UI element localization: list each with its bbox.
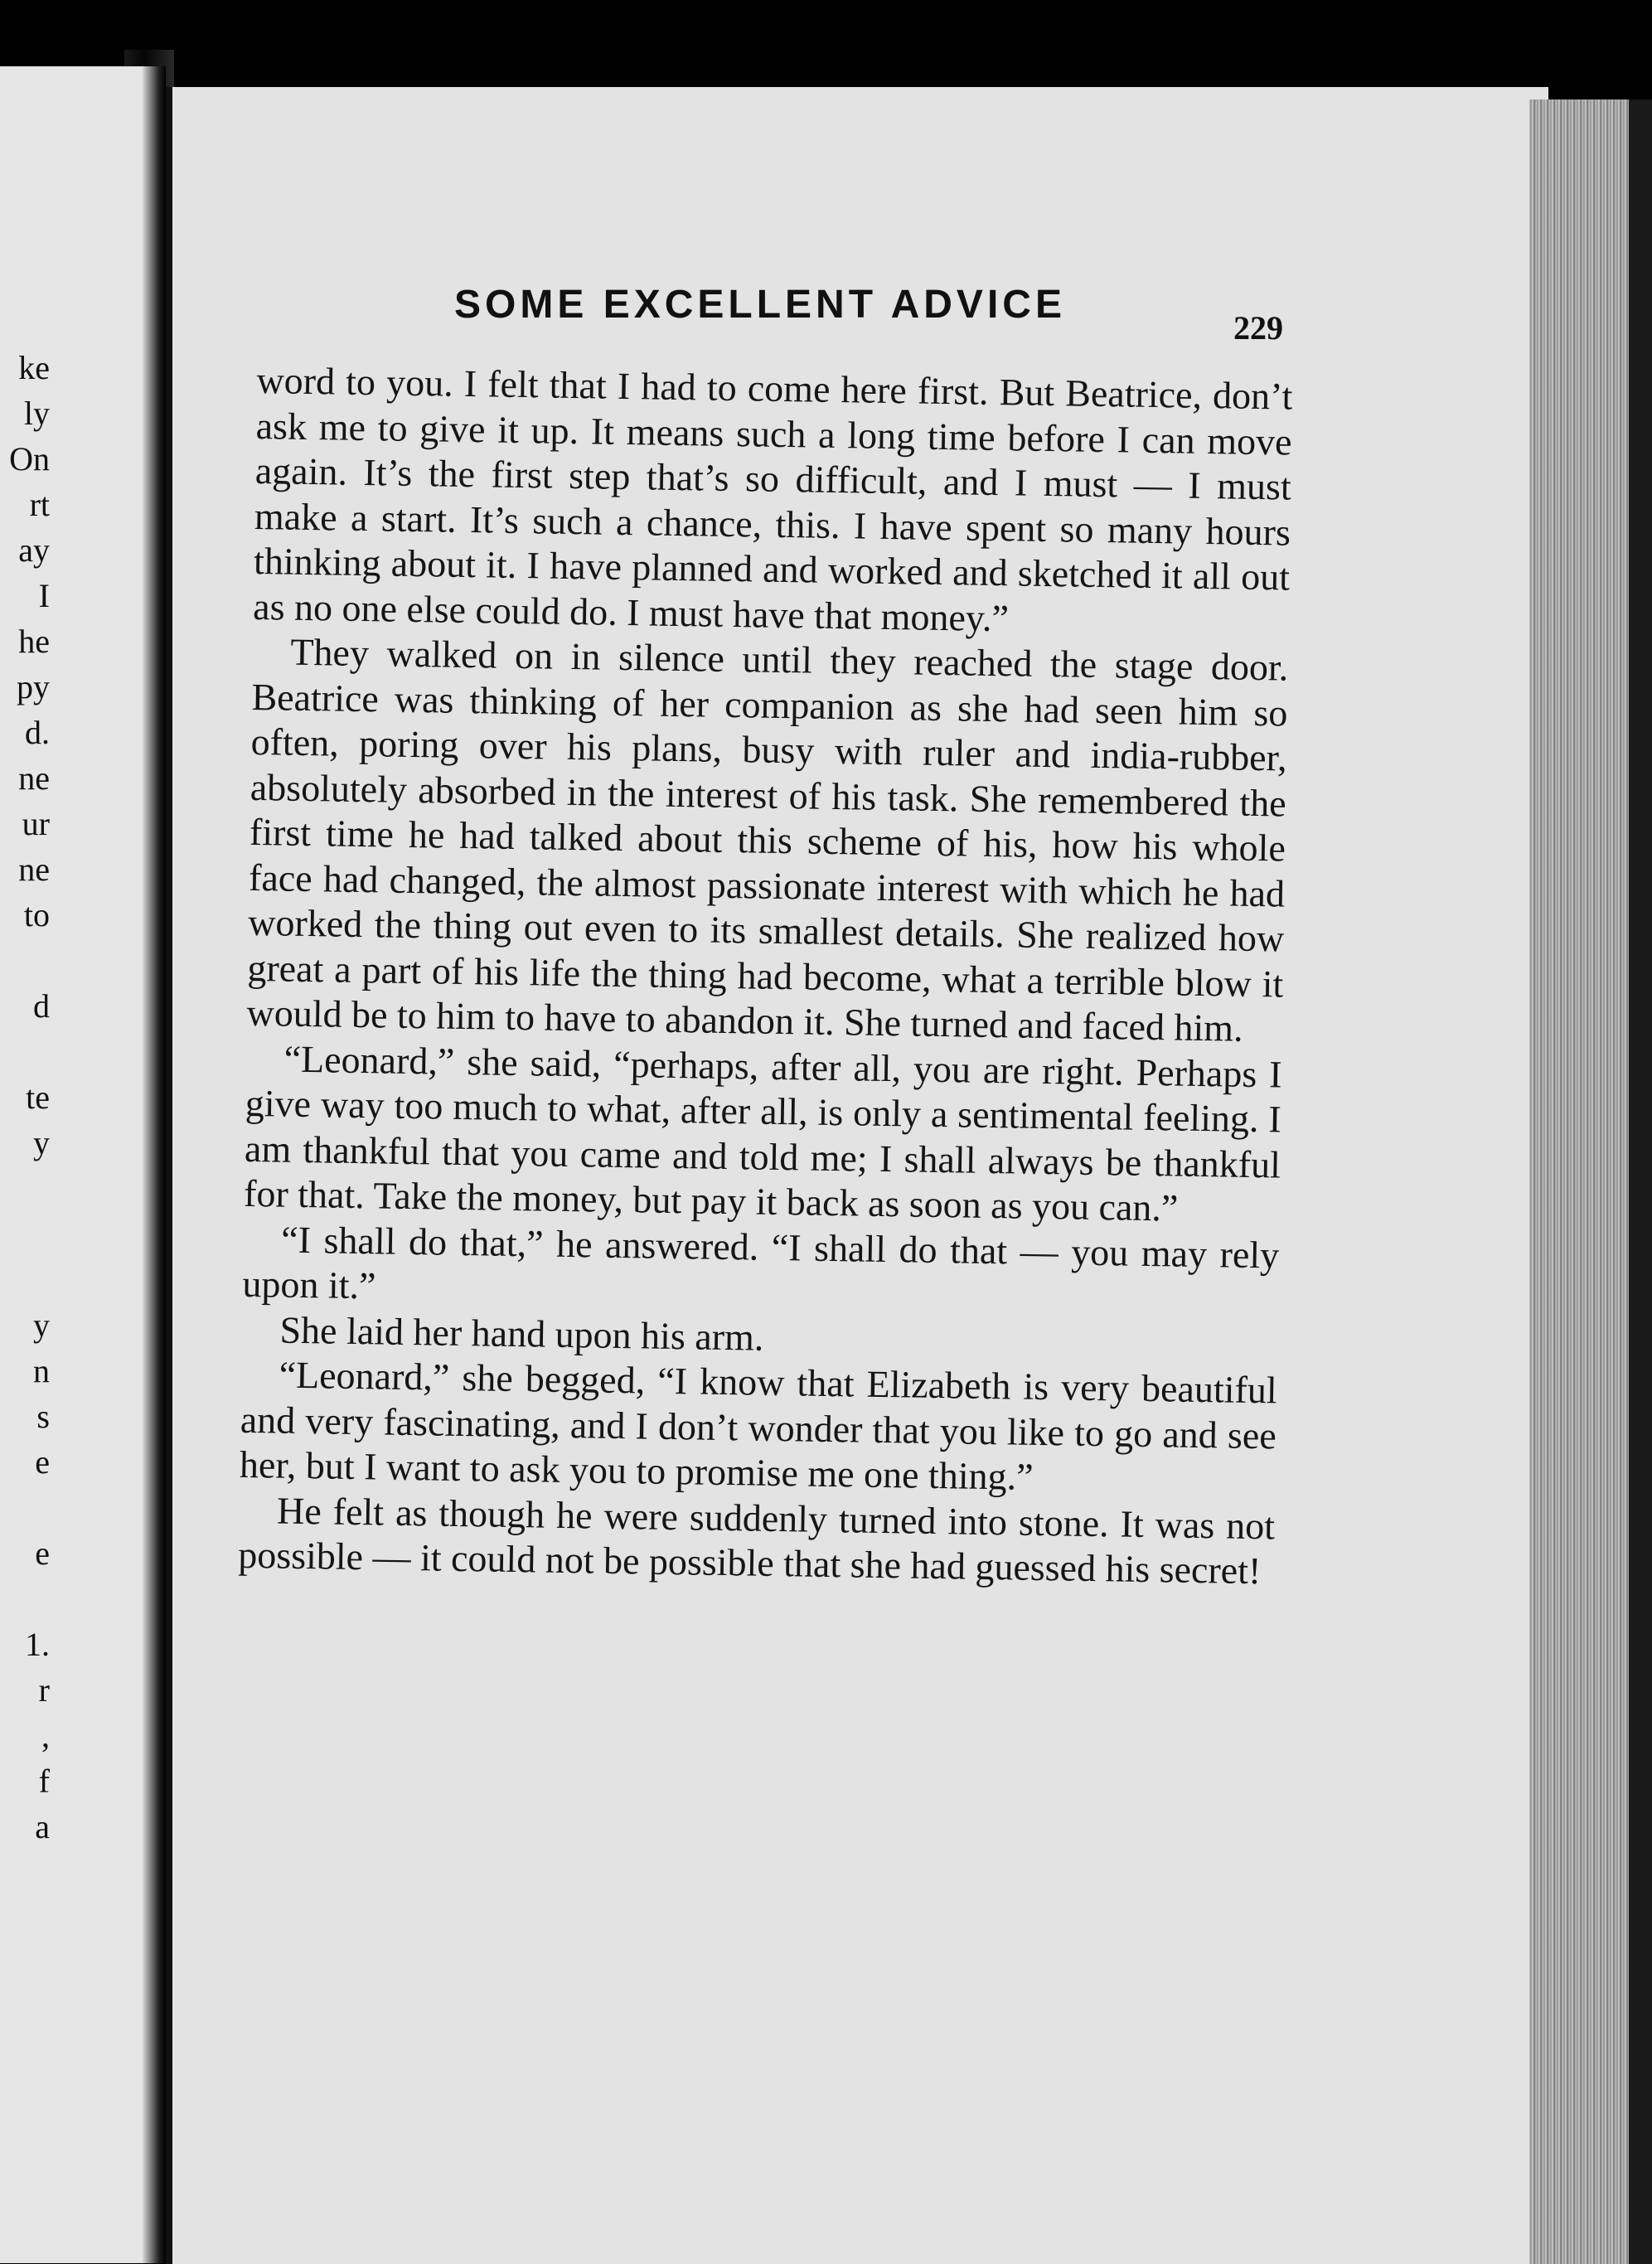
left-fragment: ay xyxy=(18,531,50,569)
running-head-title: SOME EXCELLENT ADVICE xyxy=(454,283,1066,327)
left-fragment: f xyxy=(38,1762,50,1800)
left-fragment: e xyxy=(35,1534,50,1572)
page-number: 229 xyxy=(1233,309,1283,347)
gutter-shadow xyxy=(143,66,166,2263)
left-fragment: r xyxy=(38,1671,50,1709)
paragraph: “I shall do that,” he answered. “I shall do that — you may rely upon it.” xyxy=(242,1218,1280,1307)
left-fragment: py xyxy=(17,668,50,705)
left-fragment: ne xyxy=(18,759,50,797)
left-fragment: ne xyxy=(18,851,50,888)
left-fragment: n xyxy=(33,1352,50,1389)
left-fragment: d xyxy=(33,987,50,1025)
paragraph: word to you. I felt that I had to come here first. But Beatrice, don’t ask me to give it up. It means such a long time before I can move again. It’s the first step that’s so difficult, and I must — I must make a start. It’s such a chance, this. I have spent so many hours thinking about it. I have planned and worked and sketched it all out as no one else could do. I must have that money.” xyxy=(252,358,1293,639)
left-page xyxy=(0,66,166,2263)
body-text xyxy=(238,358,1293,1594)
left-fragment: te xyxy=(26,1079,50,1116)
left-fragment: a xyxy=(35,1808,50,1845)
left-fragment: ur xyxy=(22,805,50,842)
left-fragment: he xyxy=(18,623,50,660)
paragraph: “Leonard,” she said, “perhaps, after all, you are right. Perhaps I give way too much to what, after all, is only a sentimental feeling. I am thankful that you came and told me; I shall always be thankful for that. Take the money, but pay it back as soon as you can.” xyxy=(243,1037,1282,1229)
left-fragment: y xyxy=(33,1124,50,1161)
left-fragment: ly xyxy=(23,395,50,432)
left-fragment: d. xyxy=(25,714,50,751)
left-fragment: ke xyxy=(18,349,50,386)
background-edge xyxy=(1629,99,1652,2264)
left-fragment: e xyxy=(35,1443,50,1481)
left-fragment: I xyxy=(38,577,50,614)
paragraph: She laid her hand upon his arm. xyxy=(279,1308,764,1359)
left-fragment: rt xyxy=(29,486,50,523)
paragraph: “Leonard,” she begged, “I know that Elizabeth is very beautiful and very fascinating, and I don’t wonder that you like to go and see her, but I want to ask you to promise me one thing.” xyxy=(239,1353,1277,1498)
paragraph: He felt as though he were suddenly turned into stone. It was not possible — it could not be possible that she had guessed his secret! xyxy=(237,1489,1276,1593)
left-fragment: to xyxy=(23,896,50,933)
left-fragment: On xyxy=(9,440,50,478)
left-fragment: 1. xyxy=(25,1626,50,1663)
left-fragment: y xyxy=(33,1307,50,1344)
paragraph: They walked on in silence until they reached the stage door. Beatrice was thinking of her companion as she had seen him so often, poring over his plans, busy with ruler and india-rubber, absolutely absorbed in the interest of his task. She remembered the first time he had talked about this scheme of his, how his whole face had changed, the almost passionate interest with which he had worked the thing out even to its smallest details. She realized how great a part of his life the thing had become, what a terrible blow it would be to him to have to abandon it. She turned and faced him. xyxy=(246,630,1289,1050)
left-fragment: s xyxy=(36,1398,50,1435)
left-fragment: , xyxy=(41,1717,50,1754)
